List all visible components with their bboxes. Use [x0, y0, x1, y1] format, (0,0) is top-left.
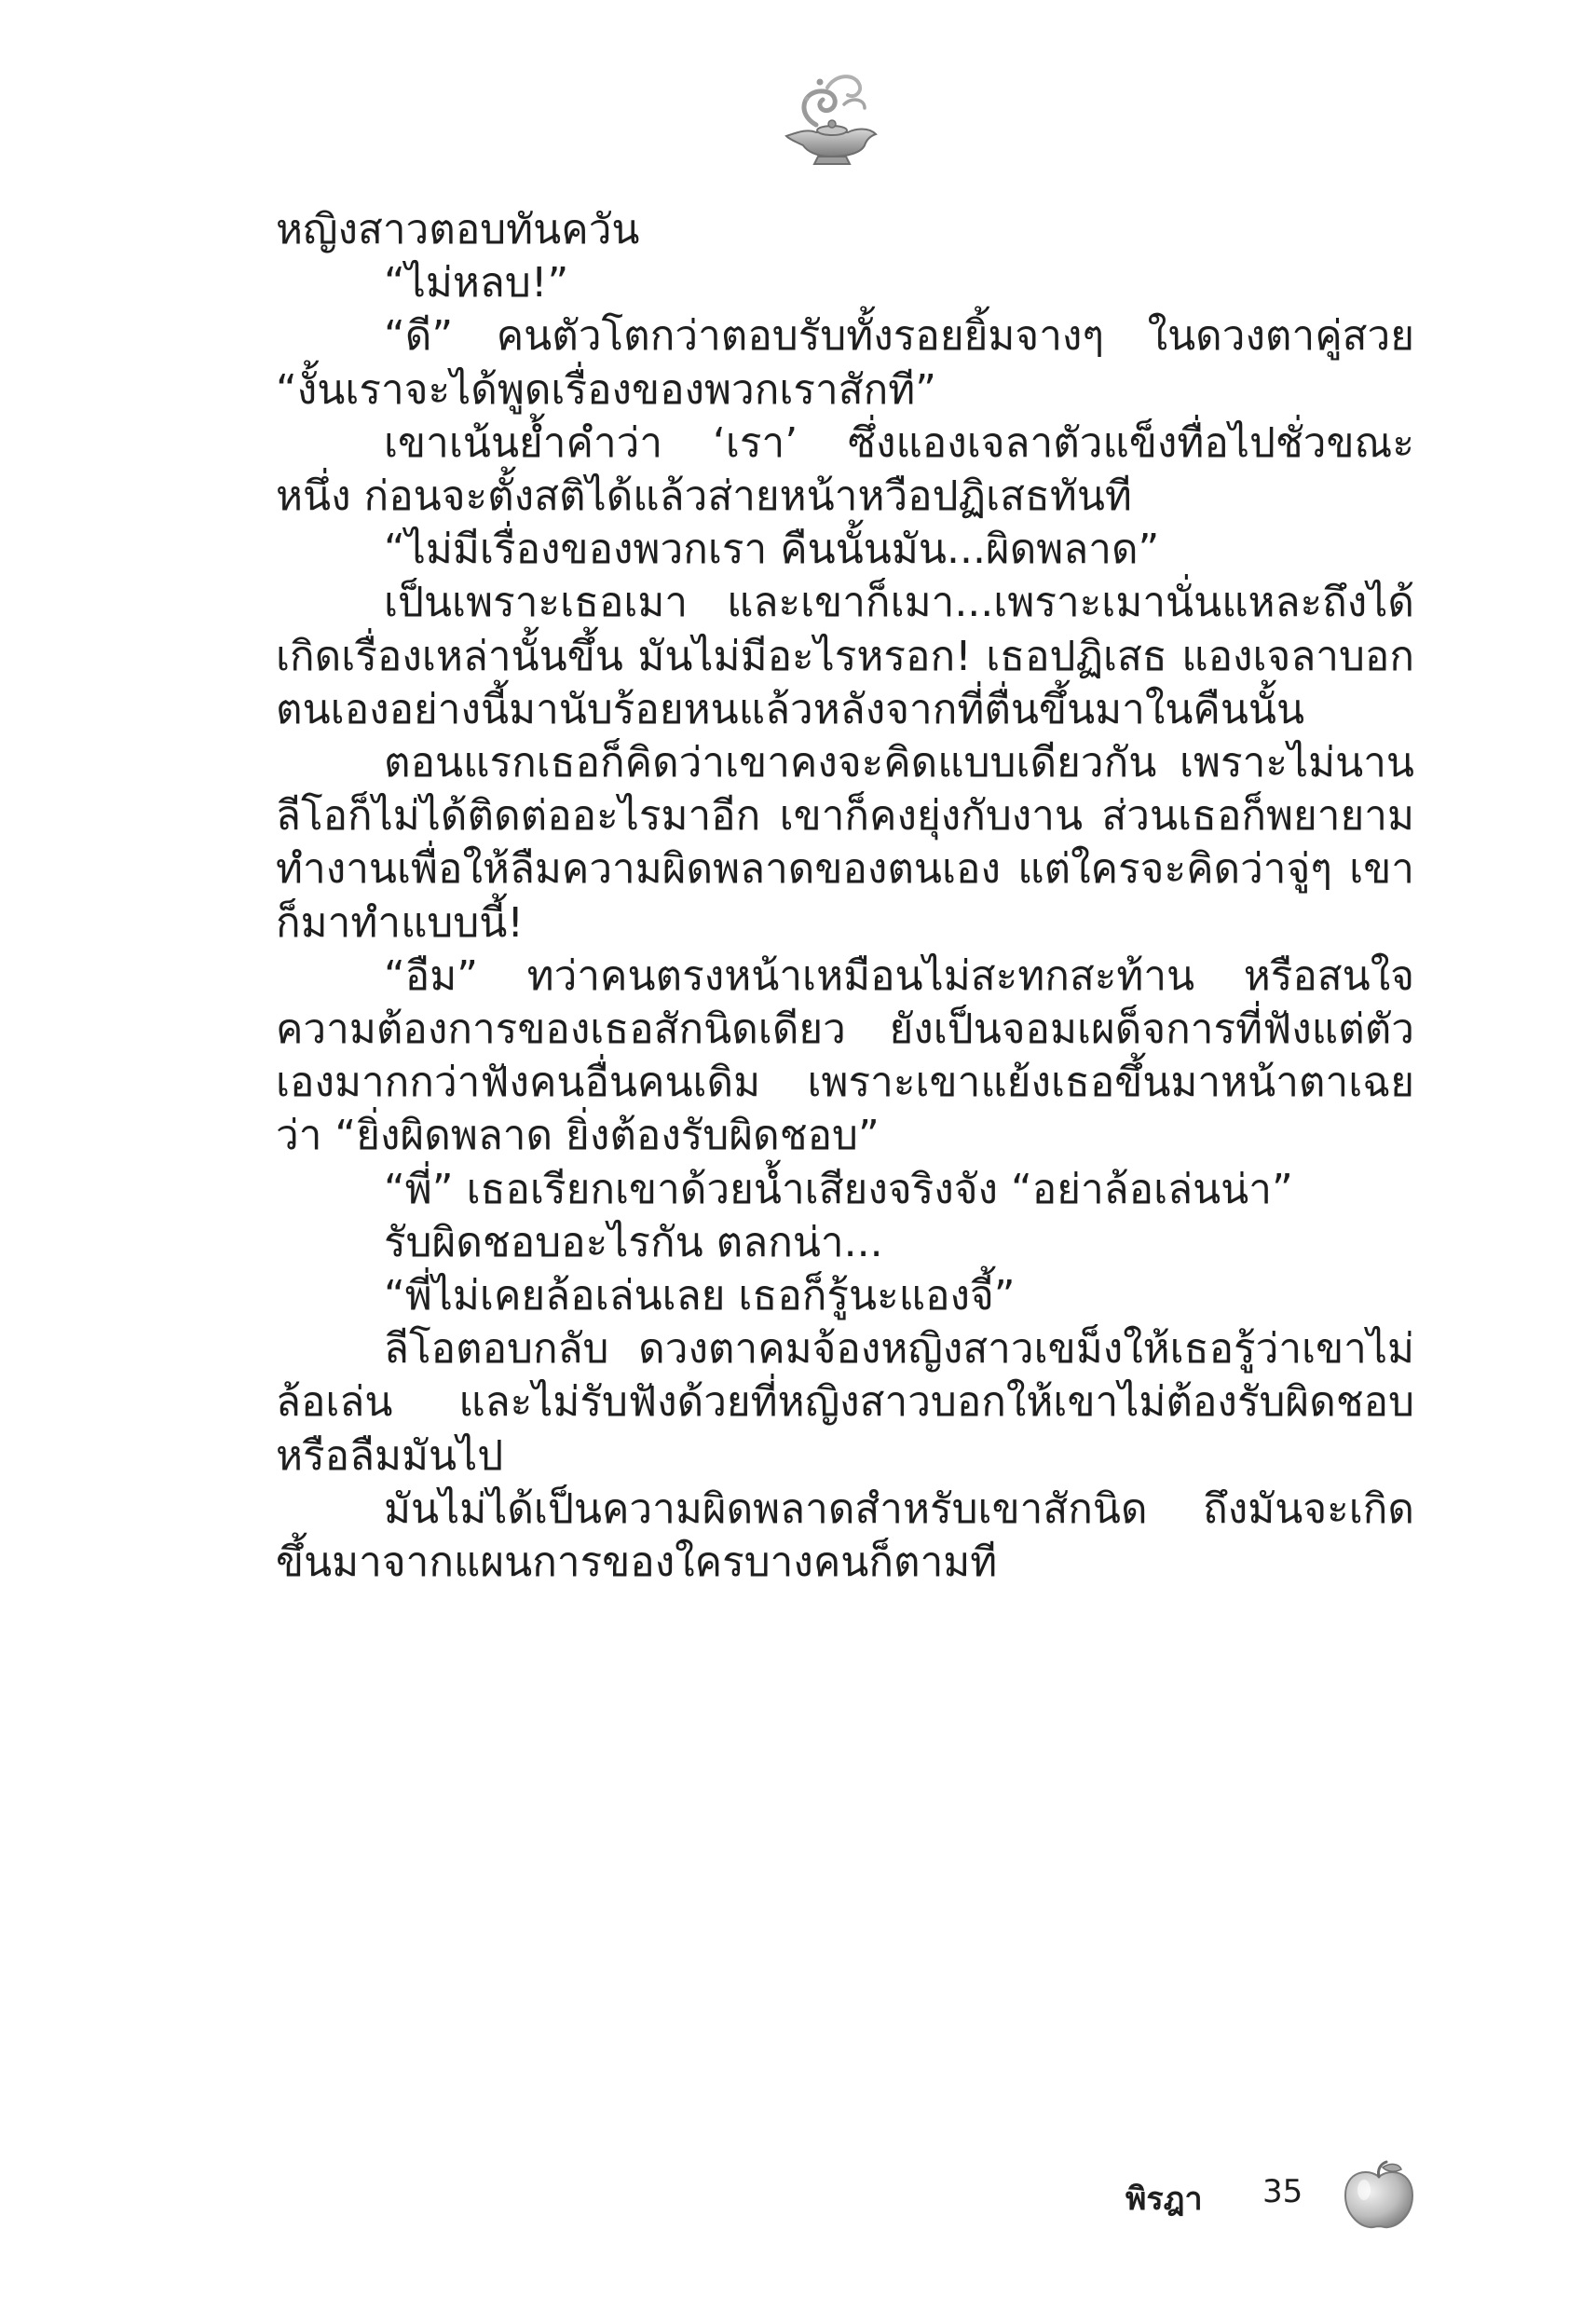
paragraph: หญิงสาวตอบทันควัน	[276, 206, 640, 253]
chapter-text	[276, 203, 1414, 1589]
magic-lamp-icon	[779, 67, 883, 170]
paragraph: เป็นเพราะเธอเมา และเขาก็เมา...เพราะเมานั่นแหละถึงได้เกิดเรื่องเหล่านั้นขึ้น มันไม่มีอะไรหรอก! เธอปฏิเสธ แองเจลาบอกตนเองอย่างนี้มานับร้อยหนแล้วหลังจากที่ตื่นขึ้นมาในคืนนั้น	[276, 579, 1414, 733]
paragraph: ตอนแรกเธอก็คิดว่าเขาคงจะคิดแบบเดียวกัน เพราะไม่นานลีโอก็ไม่ได้ติดต่ออะไรมาอีก เขาก็คงยุ่งกับงาน ส่วนเธอก็พยายามทำงานเพื่อให้ลืมความผิดพลาดของตนเอง แต่ใครจะคิดว่าจู่ๆ เขาก็มาทำแบบนี้!	[276, 739, 1414, 947]
paragraph: “อืม” ทว่าคนตรงหน้าเหมือนไม่สะทกสะท้าน หรือสนใจความต้องการของเธอสักนิดเดียว ยังเป็นจอมเผด็จการที่ฟังแต่ตัวเองมากกว่าฟังคนอื่นคนเดิม เพราะเขาแย้งเธอขึ้นมาหน้าตาเฉยว่า “ยิ่งผิดพลาด ยิ่งต้องรับผิดชอบ”	[276, 951, 1414, 1160]
paragraph: รับผิดชอบอะไรกัน ตลกน่า...	[384, 1218, 883, 1266]
paragraph: เขาเน้นย้ำคำว่า ‘เรา’ ซึ่งแองเจลาตัวแข็งทื่อไปชั่วขณะหนึ่ง ก่อนจะตั้งสติได้แล้วส่ายหน้าหวือปฏิเสธทันที	[276, 418, 1414, 521]
paragraph: “ไม่มีเรื่องของพวกเรา คืนนั้นมัน...ผิดพลาด”	[384, 526, 1160, 574]
paragraph: “พี่ไม่เคยล้อเล่นเลย เธอก็รู้นะแองจี้”	[384, 1272, 1016, 1320]
apple-icon	[1342, 2160, 1416, 2231]
paragraph: “พี่” เธอเรียกเขาด้วยน้ำเสียงจริงจัง “อย่าล้อเล่นน่า”	[384, 1165, 1293, 1213]
page-footer	[1090, 2160, 1425, 2235]
paragraph: “ดี” คนตัวโตกว่าตอบรับทั้งรอยยิ้มจางๆ ในดวงตาคู่สวย “งั้นเราจะได้พูดเรื่องของพวกเราสักที”	[276, 312, 1414, 414]
paragraph: “ไม่หลบ!”	[384, 259, 569, 308]
paragraph: มันไม่ได้เป็นความผิดพลาดสำหรับเขาสักนิด ถึงมันจะเกิดขึ้นมาจากแผนการของใครบางคนก็ตามที	[276, 1484, 1414, 1587]
paragraph: ลีโอตอบกลับ ดวงตาคมจ้องหญิงสาวเขม็งให้เธอรู้ว่าเขาไม่ล้อเล่น และไม่รับฟังด้วยที่หญิงสาวบอกให้เขาไม่ต้องรับผิดชอบหรือลืมมันไป	[276, 1325, 1414, 1480]
page-number: 35	[1262, 2173, 1303, 2210]
author-name: พิรฎา	[1125, 2181, 1203, 2218]
